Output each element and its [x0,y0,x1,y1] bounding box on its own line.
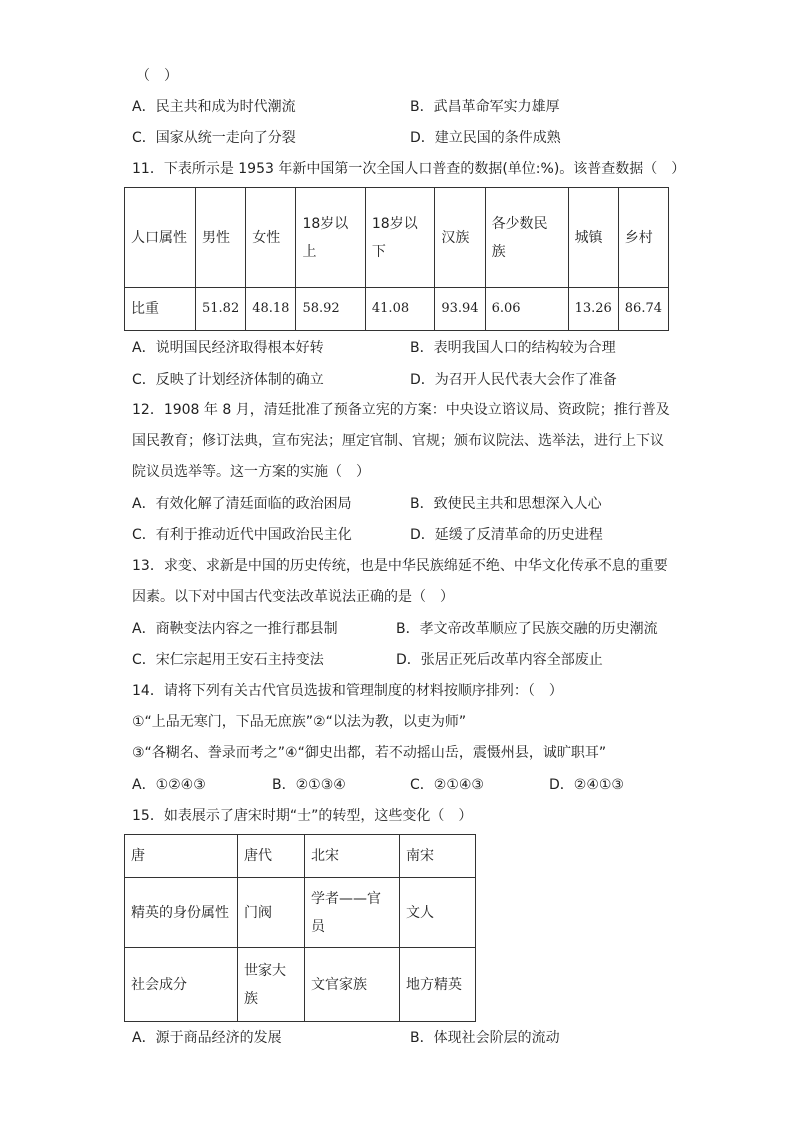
table-cell: 18岁以下 [365,188,434,288]
table-cell: 男性 [196,188,246,288]
q13-option-a[interactable]: A．商鞅变法内容之一推行郡县制 [132,621,338,637]
q12-option-a[interactable]: A．有效化解了清廷面临的政治困局 [132,496,352,512]
q13-stem-line-2: 因素。以下对中国古代变法改革说法正确的是（ ） [132,589,454,605]
table-cell: 各少数民族 [485,188,568,288]
q15-option-a[interactable]: A．源于商品经济的发展 [132,1030,282,1046]
q14-option-c[interactable]: C．②①④③ [410,777,484,793]
table-cell: 41.08 [365,288,434,331]
q13-option-b[interactable]: B．孝文帝改革顺应了民族交融的历史潮流 [396,621,658,637]
q11-option-c[interactable]: C．反映了计划经济体制的确立 [132,372,324,388]
table-cell: 文官家族 [305,948,400,1022]
q13-stem-line-1: 13．求变、求新是中国的历史传统，也是中华民族绵延不绝、中华文化传承不息的重要 [132,558,668,574]
table-cell: 门阀 [238,878,305,948]
q15-scholar-table [124,834,476,1022]
table-cell: 地方精英 [400,948,476,1022]
table-cell: 13.26 [568,288,618,331]
table-cell: 51.82 [196,288,246,331]
q12-option-d[interactable]: D．延缓了反清革命的历史进程 [410,527,603,543]
q14-material-1: ①“上品无寒门，下品无庶族”②“以法为教，以吏为师” [132,714,467,730]
q10-option-c[interactable]: C．国家从统一走向了分裂 [132,130,296,146]
q14-material-2: ③“各糊名、誊录而考之”④“御史出都，若不动摇山岳，震慑州县，诚旷职耳” [132,745,607,761]
table-cell: 文人 [400,878,476,948]
table-header-row [125,188,669,288]
table-cell: 南宋 [400,835,476,878]
q10-option-a[interactable]: A．民主共和成为时代潮流 [132,99,296,115]
table-row [125,878,476,948]
table-header-row [125,835,476,878]
q12-option-b[interactable]: B．致使民主共和思想深入人心 [410,496,602,512]
table-cell: 唐 [125,835,238,878]
q14-option-b[interactable]: B．②①③④ [272,777,346,793]
q11-stem: 11．下表所示是 1953 年新中国第一次全国人口普查的数据(单位:%)。该普查数据（ ） [132,161,686,177]
q15-option-b[interactable]: B．体现社会阶层的流动 [410,1030,560,1046]
table-cell: 乡村 [618,188,668,288]
q12-option-c[interactable]: C．有利于推动近代中国政治民主化 [132,527,352,543]
table-cell: 社会成分 [125,948,238,1022]
q14-stem: 14．请将下列有关古代官员选拔和管理制度的材料按顺序排列：（ ） [132,683,563,699]
table-cell: 世家大族 [238,948,305,1022]
q15-stem: 15．如表展示了唐宋时期“士”的转型，这些变化（ ） [132,808,473,824]
table-cell: 人口属性 [125,188,196,288]
q10-option-b[interactable]: B．武昌革命军实力雄厚 [410,99,560,115]
table-cell: 北宋 [305,835,400,878]
table-cell: 城镇 [568,188,618,288]
q14-option-a[interactable]: A．①②④③ [132,777,206,793]
q11-census-table [124,187,669,331]
q12-stem-line-1: 12．1908 年 8 月，清廷批准了预备立宪的方案：中央设立谘议局、资政院；推行普及 [132,402,670,418]
table-cell: 女性 [246,188,296,288]
q11-option-a[interactable]: A．说明国民经济取得根本好转 [132,340,324,356]
table-cell: 比重 [125,288,196,331]
q11-option-d[interactable]: D．为召开人民代表大会作了准备 [410,372,617,388]
table-cell: 18岁以上 [296,188,365,288]
q14-option-d[interactable]: D．②④①③ [549,777,624,793]
q10-option-d[interactable]: D．建立民国的条件成熟 [410,130,561,146]
q11-option-b[interactable]: B．表明我国人口的结构较为合理 [410,340,616,356]
q10-paren: （ ） [136,68,178,84]
q12-stem-line-2: 国民教育；修订法典，宣布宪法；厘定官制、官规；颁布议院法、选举法，进行上下议 [132,433,664,449]
table-row [125,288,669,331]
table-cell: 精英的身份属性 [125,878,238,948]
table-cell: 汉族 [435,188,485,288]
table-cell: 6.06 [485,288,568,331]
table-cell: 学者——官员 [305,878,400,948]
table-cell: 86.74 [618,288,668,331]
table-cell: 唐代 [238,835,305,878]
q13-option-c[interactable]: C．宋仁宗起用王安石主持变法 [132,652,324,668]
q13-option-d[interactable]: D．张居正死后改革内容全部废止 [396,652,603,668]
table-cell: 48.18 [246,288,296,331]
table-row [125,948,476,1022]
table-cell: 58.92 [296,288,365,331]
table-cell: 93.94 [435,288,485,331]
q12-stem-line-3: 院议员选举等。这一方案的实施（ ） [132,464,370,480]
